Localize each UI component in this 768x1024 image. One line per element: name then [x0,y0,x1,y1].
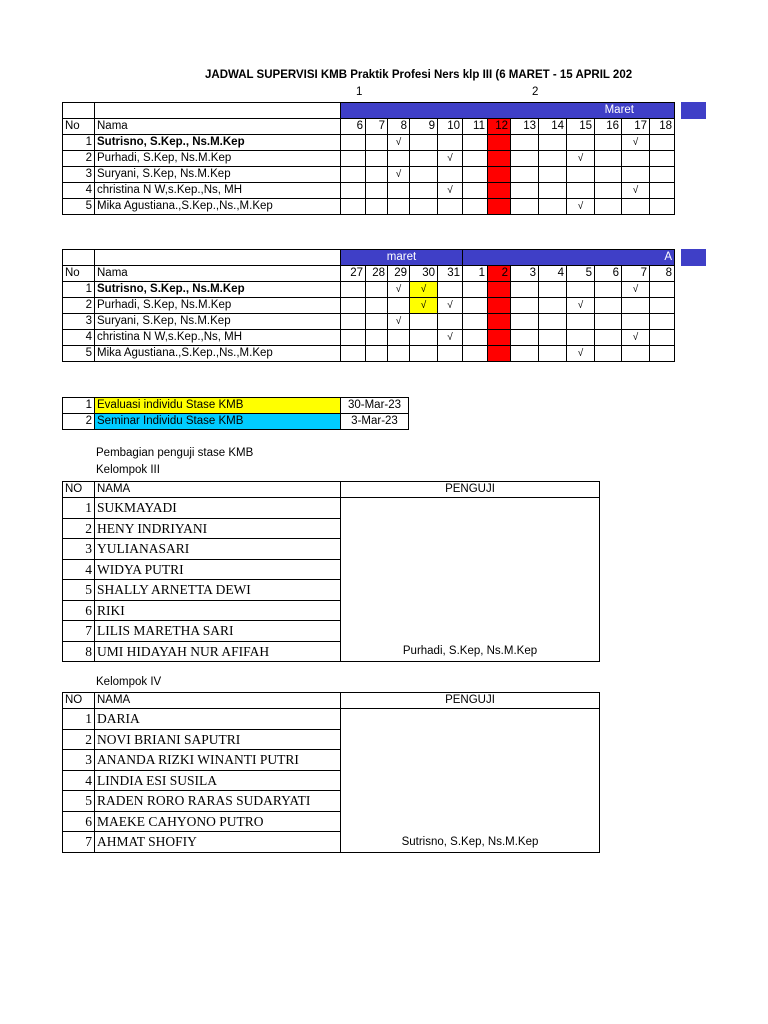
header-extension [681,102,706,119]
group4-table [62,692,600,853]
day-header: 6 [341,119,366,135]
schedule-row [63,199,675,215]
supervision-mark [595,346,622,362]
supervision-mark [463,135,488,151]
col-nama: NAMA [95,482,341,498]
day-header: 29 [388,266,410,282]
schedule-table-march [62,102,675,215]
supervision-mark [622,167,650,183]
row-no: 5 [63,199,95,215]
day-header: 27 [341,266,366,282]
supervision-mark [567,135,595,151]
header-blank [63,103,95,119]
member-name: AHMAT SHOFIY [95,832,341,853]
supervision-mark [438,346,463,362]
schedule-row [63,314,675,330]
header-blank [63,250,95,266]
supervision-mark [567,314,595,330]
day-header: 15 [567,119,595,135]
supervision-mark [463,151,488,167]
supervision-mark [539,183,567,199]
row-no: 2 [63,151,95,167]
supervision-mark: √ [622,135,650,151]
row-name: Sutrisno, S.Kep., Ns.M.Kep [95,135,341,151]
row-no: 4 [63,183,95,199]
col-no: No [63,266,95,282]
supervision-mark [539,151,567,167]
supervision-mark: √ [567,199,595,215]
member-name: SHALLY ARNETTA DEWI [95,580,341,601]
day-header: 3 [511,266,539,282]
row-name: Mika Agustiana.,S.Kep.,Ns.,M.Kep [95,199,341,215]
col-penguji: PENGUJI [341,693,600,709]
supervision-mark: √ [388,135,410,151]
supervision-mark [341,314,366,330]
supervision-mark [511,199,539,215]
supervision-mark [410,135,438,151]
row-no: 5 [63,346,95,362]
member-no: 1 [63,498,95,519]
schedule-row [63,151,675,167]
day-header: 31 [438,266,463,282]
supervision-mark [511,298,539,314]
supervision-mark [438,167,463,183]
supervision-mark [488,330,511,346]
schedule-row [63,346,675,362]
row-name: Mika Agustiana.,S.Kep.,Ns.,M.Kep [95,346,341,362]
supervision-mark [388,330,410,346]
supervision-mark [595,298,622,314]
supervision-mark [341,183,366,199]
legend-no: 2 [63,414,95,430]
member-name: ANANDA RIZKI WINANTI PUTRI [95,750,341,771]
day-header: 11 [463,119,488,135]
legend-table [62,397,409,430]
supervision-mark [622,314,650,330]
member-no: 8 [63,641,95,662]
supervision-mark: √ [438,330,463,346]
member-name: NOVI BRIANI SAPUTRI [95,729,341,750]
supervision-mark [463,330,488,346]
day-header: 5 [567,266,595,282]
header-blank [95,103,341,119]
col-nama: Nama [95,266,341,282]
supervision-mark [595,167,622,183]
supervision-mark [622,346,650,362]
day-header: 12 [488,119,511,135]
supervision-mark [366,135,388,151]
supervision-mark [650,282,675,298]
supervision-mark [488,199,511,215]
schedule-table-march-april [62,249,675,362]
supervision-mark [488,183,511,199]
supervision-mark [650,183,675,199]
supervision-mark [650,167,675,183]
legend-label-seminar: Seminar Individu Stase KMB [95,414,341,430]
examiner-cell: Sutrisno, S.Kep, Ns.M.Kep [341,709,600,853]
member-no: 7 [63,832,95,853]
col-no: NO [63,693,95,709]
supervision-mark [463,183,488,199]
supervision-mark [650,314,675,330]
supervision-mark [488,282,511,298]
supervision-mark [511,314,539,330]
supervision-mark [388,151,410,167]
supervision-mark [539,314,567,330]
day-header: 13 [511,119,539,135]
supervision-mark [595,135,622,151]
supervision-mark: √ [438,183,463,199]
month-header: Maret [341,103,675,119]
supervision-mark: √ [388,167,410,183]
member-name: UMI HIDAYAH NUR AFIFAH [95,641,341,662]
supervision-mark [438,135,463,151]
member-name: HENY INDRIYANI [95,518,341,539]
month-header-april: A [463,250,675,266]
supervision-mark [410,314,438,330]
col-nama: Nama [95,119,341,135]
member-name: RIKI [95,600,341,621]
row-name: Suryani, S.Kep, Ns.M.Kep [95,314,341,330]
supervision-mark [410,346,438,362]
row-name: Suryani, S.Kep, Ns.M.Kep [95,167,341,183]
supervision-mark [410,167,438,183]
row-name: christina N W,s.Kep.,Ns, MH [95,330,341,346]
supervision-mark [511,282,539,298]
day-header: 7 [622,266,650,282]
schedule-row [63,183,675,199]
supervision-mark [650,151,675,167]
supervision-mark: √ [622,330,650,346]
header-blank [95,250,341,266]
row-no: 2 [63,298,95,314]
supervision-mark [341,167,366,183]
supervision-mark [511,183,539,199]
legend-date: 30-Mar-23 [341,398,409,414]
supervision-mark [488,346,511,362]
supervision-mark [650,330,675,346]
day-header: 10 [438,119,463,135]
group3-label: Kelompok III [96,464,160,476]
supervision-mark [341,151,366,167]
col-no: NO [63,482,95,498]
supervision-mark [539,135,567,151]
day-header: 17 [622,119,650,135]
col-no: No [63,119,95,135]
supervision-mark [595,151,622,167]
member-no: 7 [63,621,95,642]
day-header: 8 [388,119,410,135]
supervision-mark [650,298,675,314]
supervision-mark [539,346,567,362]
row-name: christina N W,s.Kep.,Ns, MH [95,183,341,199]
supervision-mark [567,167,595,183]
supervision-mark: √ [622,282,650,298]
supervision-mark [366,330,388,346]
supervision-mark [511,135,539,151]
supervision-mark: √ [410,298,438,314]
row-name: Sutrisno, S.Kep., Ns.M.Kep [95,282,341,298]
supervision-mark [366,298,388,314]
member-name: LINDIA ESI SUSILA [95,770,341,791]
supervision-mark [388,199,410,215]
supervision-mark [511,167,539,183]
supervision-mark [488,135,511,151]
supervision-mark [595,282,622,298]
day-header: 30 [410,266,438,282]
member-no: 3 [63,539,95,560]
member-name: SUKMAYADI [95,498,341,519]
legend-date: 3-Mar-23 [341,414,409,430]
supervision-mark [567,282,595,298]
supervision-mark: √ [567,298,595,314]
supervision-mark [410,199,438,215]
schedule-row [63,282,675,298]
supervision-mark [366,183,388,199]
supervision-mark [511,151,539,167]
supervision-mark [567,330,595,346]
member-name: RADEN RORO RARAS SUDARYATI [95,791,341,812]
supervision-mark: √ [388,282,410,298]
supervision-mark [341,346,366,362]
supervision-mark [341,298,366,314]
day-header: 8 [650,266,675,282]
supervision-mark [388,346,410,362]
row-no: 3 [63,167,95,183]
supervision-mark [488,151,511,167]
supervision-mark [366,346,388,362]
supervision-mark [567,183,595,199]
member-name: WIDYA PUTRI [95,559,341,580]
supervision-mark [595,330,622,346]
week-label-1: 1 [356,86,363,98]
day-header: 1 [463,266,488,282]
supervision-mark [341,282,366,298]
supervision-mark [366,199,388,215]
member-no: 1 [63,709,95,730]
row-no: 1 [63,135,95,151]
group4-label: Kelompok IV [96,676,162,688]
schedule-row [63,298,675,314]
supervision-mark [341,199,366,215]
row-no: 3 [63,314,95,330]
supervision-mark [366,282,388,298]
supervision-mark [410,183,438,199]
supervision-mark [463,298,488,314]
row-no: 1 [63,282,95,298]
day-header: 16 [595,119,622,135]
day-header: 14 [539,119,567,135]
member-no: 5 [63,791,95,812]
supervision-mark [463,346,488,362]
supervision-mark [438,199,463,215]
member-no: 3 [63,750,95,771]
supervision-mark [650,346,675,362]
legend-no: 1 [63,398,95,414]
supervision-mark [539,330,567,346]
member-name: YULIANASARI [95,539,341,560]
supervision-mark [595,183,622,199]
row-name: Purhadi, S.Kep, Ns.M.Kep [95,151,341,167]
supervision-mark [463,167,488,183]
supervision-mark [341,135,366,151]
schedule-row [63,135,675,151]
day-header: 18 [650,119,675,135]
supervision-mark: √ [567,346,595,362]
member-no: 4 [63,559,95,580]
member-no: 4 [63,770,95,791]
supervision-mark [539,282,567,298]
member-name: MAEKE CAHYONO PUTRO [95,811,341,832]
group3-table [62,481,600,662]
supervision-mark [388,183,410,199]
col-penguji: PENGUJI [341,482,600,498]
page-title: JADWAL SUPERVISI KMB Praktik Profesi Ners klp III (6 MARET - 15 APRIL 202 [205,69,633,81]
supervision-mark [539,199,567,215]
supervision-mark [595,199,622,215]
supervision-mark: √ [438,298,463,314]
col-nama: NAMA [95,693,341,709]
supervision-mark [341,330,366,346]
row-no: 4 [63,330,95,346]
supervision-mark [463,199,488,215]
penguji-title: Pembagian penguji stase KMB [96,447,254,459]
legend-label-evaluasi: Evaluasi individu Stase KMB [95,398,341,414]
day-header: 4 [539,266,567,282]
schedule-row [63,167,675,183]
day-header: 9 [410,119,438,135]
supervision-mark [366,167,388,183]
supervision-mark [488,167,511,183]
row-name: Purhadi, S.Kep, Ns.M.Kep [95,298,341,314]
member-name: DARIA [95,709,341,730]
supervision-mark [410,330,438,346]
supervision-mark [622,298,650,314]
supervision-mark [650,135,675,151]
day-header: 6 [595,266,622,282]
supervision-mark [410,151,438,167]
supervision-mark [488,314,511,330]
member-row [63,498,600,519]
supervision-mark [463,314,488,330]
member-no: 2 [63,729,95,750]
supervision-mark: √ [622,183,650,199]
supervision-mark: √ [567,151,595,167]
member-no: 5 [63,580,95,601]
supervision-mark [488,298,511,314]
supervision-mark [511,330,539,346]
member-no: 2 [63,518,95,539]
header-extension [681,249,706,266]
day-header: 7 [366,119,388,135]
member-no: 6 [63,811,95,832]
supervision-mark: √ [410,282,438,298]
supervision-mark [366,314,388,330]
month-header-march: maret [341,250,463,266]
supervision-mark: √ [388,314,410,330]
supervision-mark [388,298,410,314]
supervision-mark [539,167,567,183]
supervision-mark [622,151,650,167]
supervision-mark [366,151,388,167]
supervision-mark [463,282,488,298]
supervision-mark [595,314,622,330]
supervision-mark [438,314,463,330]
supervision-mark [511,346,539,362]
day-header: 2 [488,266,511,282]
supervision-mark [539,298,567,314]
supervision-mark [438,282,463,298]
member-row [63,709,600,730]
week-label-2: 2 [532,86,539,98]
examiner-cell: Purhadi, S.Kep, Ns.M.Kep [341,498,600,662]
schedule-row [63,330,675,346]
day-header: 28 [366,266,388,282]
member-no: 6 [63,600,95,621]
supervision-mark [650,199,675,215]
supervision-mark [622,199,650,215]
supervision-mark: √ [438,151,463,167]
member-name: LILIS MARETHA SARI [95,621,341,642]
